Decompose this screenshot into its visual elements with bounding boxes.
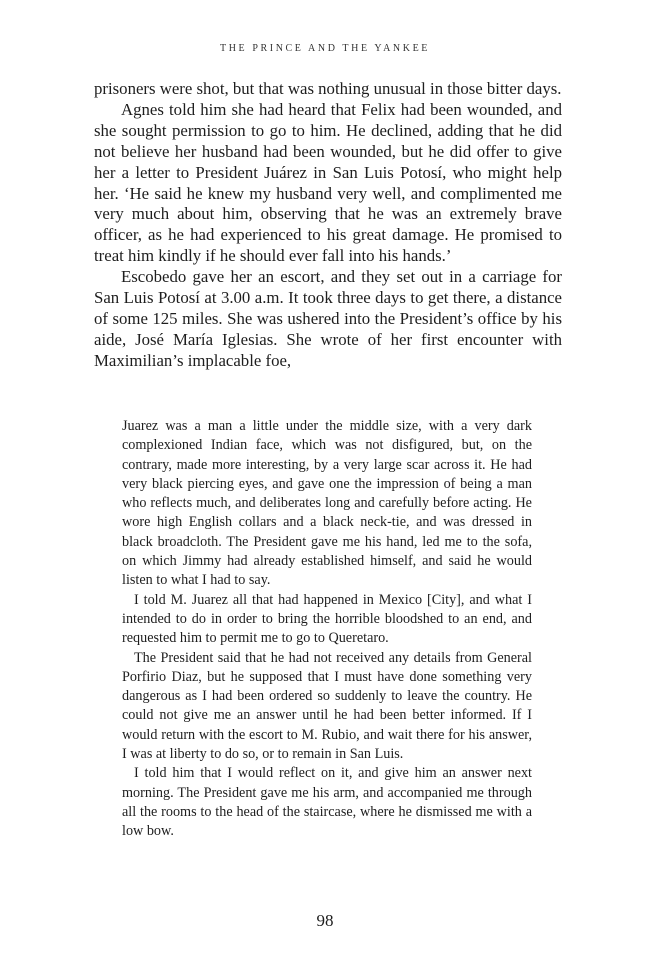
running-head: THE PRINCE AND THE YANKEE [220, 43, 430, 54]
body-paragraph: prisoners were shot, but that was nothing unusual in those bitter days. [94, 79, 562, 98]
block-quotation [122, 417, 532, 842]
quotation-paragraph: Juarez was a man a little under the middle size, with a very dark complexioned Indian face, which was not disfigured, but, on the contrary, made more interesting, by a very large scar across it. He had very black piercing eyes, and gave one the impression of being a man who reflects much, and deliberates long and carefully before acting. He wore high English collars and a black neck-tie, and was dressed in black broadcloth. The President gave me his hand, led me to the sofa, on which Jimmy had already established himself, and said he would listen to what I had to say. [122, 418, 532, 589]
quotation-paragraph: The President said that he had not received any details from General Porfirio Diaz, but he supposed that I must have done something very dangerous as I had been ordered so suddenly to leave the country. He could not give me an answer until he had been better informed. If I would return with the escort to M. Rubio, and wait there for his answer, I was at liberty to do so, or to remain in San Luis. [122, 649, 532, 763]
body-text [94, 79, 562, 372]
quotation-paragraph: I told him that I would reflect on it, and give him an answer next morning. The President gave me his arm, and accompanied me through all the rooms to the head of the staircase, where he dismissed me with a low bow. [122, 765, 532, 840]
body-paragraph: Agnes told him she had heard that Felix had been wounded, and she sought permission to go to him. He declined, adding that he did not believe her husband had been wounded, but he did offer to give her a letter to President Juárez in San Luis Potosí, who might help her. ‘He said he knew my husband very well, and complimented me very much about him, observing that he was an extremely brave officer, as he had experienced to his great damage. He promised to treat him kindly if he should ever fall into his hands.’ [94, 99, 562, 266]
body-paragraph: Escobedo gave her an escort, and they set out in a carriage for San Luis Potosí at 3.00 a.m. It took three days to get there, a distance of some 125 miles. She was ushered into the President’s office by his aide, José María Iglesias. She wrote of her first encounter with Maximilian’s implacable foe, [94, 267, 562, 370]
quotation-paragraph: I told M. Juarez all that had happened in Mexico [City], and what I intended to do in order to bring the horrible bloodshed to an end, and requested him to permit me to go to Queretaro. [122, 591, 532, 647]
page-number: 98 [316, 911, 334, 930]
